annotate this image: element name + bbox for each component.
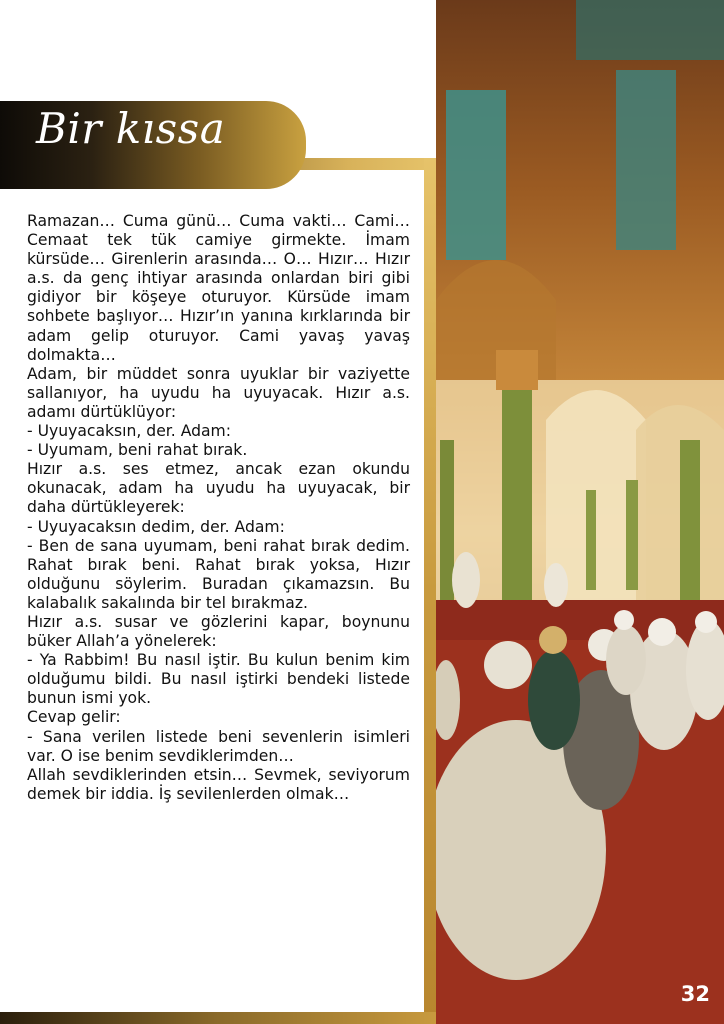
mosque-interior-illustration — [436, 0, 724, 1024]
paragraph: Ramazan… Cuma günü… Cuma vakti… Cami… Cemaat tek tük camiye girmekte. İmam kürsüde… Girenlerin arasında… O… Hızır… Hızır a.s. da genç ihtiyar arasında onlardan biri gibi gidiyor bir köşeye oturuyor. Kürsüde imam sohbete başlıyor… Hızır’ın yanına kırklarında bir adam gelip oturuyor. Cami yavaş yavaş dolmakta… — [27, 212, 410, 364]
paragraph: Cevap gelir: — [27, 708, 121, 727]
paragraph: Allah sevdiklerinden etsin… Sevmek, seviyorum demek bir iddia. İş sevilenlerden olmak… — [27, 765, 410, 803]
paragraph: Hızır a.s. susar ve gözlerini kapar, boynunu büker Allah’a yönelerek: — [27, 612, 410, 651]
paragraph: - Uyumam, beni rahat bırak. — [27, 441, 248, 460]
paragraph: - Ya Rabbim! Bu nasıl iştir. Bu kulun benim kim olduğumu bildi. Bu nasıl iştirki bendeki listede bunun ismi yok. — [27, 651, 410, 708]
paragraph: - Uyuyacaksın dedim, der. Adam: — [27, 517, 285, 536]
paragraph: Adam, bir müddet sonra uyuklar bir vaziyette sallanıyor, ha uyudu ha uyuyacak. Hızır a.s. adamı dürtüklüyor: — [27, 364, 410, 421]
story-text — [27, 212, 410, 804]
frame-bottom-border — [0, 1012, 436, 1024]
mosque-illustration-svg — [436, 0, 724, 1024]
frame-right-border — [424, 158, 436, 1024]
paragraph: - Uyuyacaksın, der. Adam: — [27, 422, 231, 441]
page-number: 32 — [680, 982, 710, 1006]
page-title: Bir kıssa — [36, 104, 226, 153]
paragraph: Hızır a.s. ses etmez, ancak ezan okundu okunacak, adam ha uyudu ha uyuyacak, bir daha dürtükleyerek: — [27, 460, 410, 517]
paragraph: - Ben de sana uyumam, beni rahat bırak dedim. Rahat bırak beni. Rahat bırak yoksa, Hızır olduğunu söylerim. Buradan çıkamazsın. Bu kalabalık sakalında bir tel bırakmaz. — [27, 536, 410, 612]
paragraph: - Sana verilen listede beni sevenlerin isimleri var. O ise benim sevdiklerimden… — [27, 727, 410, 765]
